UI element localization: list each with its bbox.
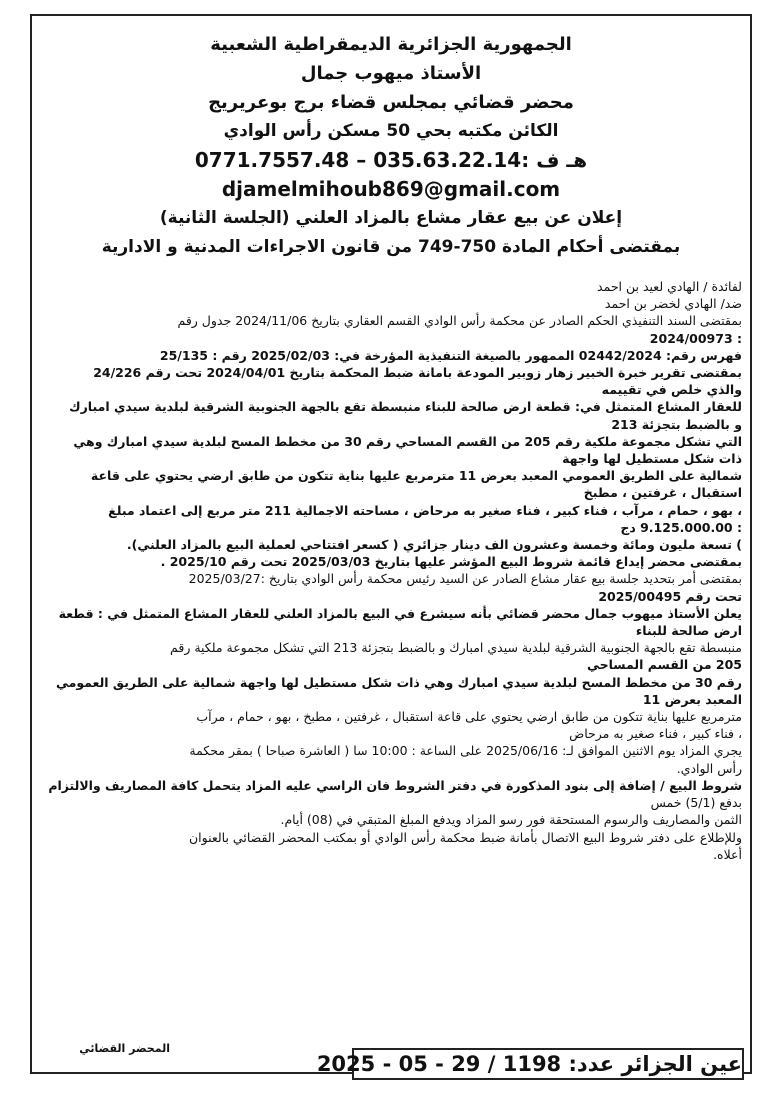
deposit-line: بمقتضى محضر إيداع قائمة شروط البيع المؤشر عليها بتاريخ 2025/03/03 تحت رقم 2025/10 . xyxy=(160,554,742,570)
building-line: مترمربع عليها بناية تتكون من طابق ارضي يحتوي على قاعة استقبال ، غرفتين ، مطبخ ، بهو ، حمام ، مرآب xyxy=(196,709,742,725)
consult-line-2: أعلاه. xyxy=(713,846,742,862)
order-line-2: تحت رقم 2025/00495 xyxy=(598,588,742,604)
republic-title: الجمهورية الجزائرية الديمقراطية الشعبية xyxy=(210,34,572,55)
price-words: ) تسعة مليون ومائة وخمسة وعشرون الف دينار جزائري ( كسعر افتتاحي لعملية البيع بالمزاد العلني). xyxy=(126,537,742,553)
announce-line: يعلن الأستاذ ميهوب جمال محضر قضائي بأنه سيشرع في البيع بالمزاد العلني للعقار المشاع المتمثل في : قطعة xyxy=(58,605,742,621)
office-address: الكائن مكتبه بحي 50 مسكن رأس الوادي xyxy=(223,121,559,141)
parcel-line-2: ذات شكل مستطيل لها واجهة xyxy=(562,451,742,467)
email-address: djamelmihoub869@gmail.com xyxy=(221,177,561,201)
newspaper-issue-box: عين الجزائر عدد: 1198 / 29 - 05 - 2025 xyxy=(352,1048,744,1080)
parcel-line: التي تشكل مجموعة ملكية رقم 205 من القسم المساحي رقم 30 من مخطط المسح لبلدية سيدي امبارك وهي xyxy=(73,433,742,449)
expert-line-2: والذي خلص في تقييمه xyxy=(601,382,742,398)
order-line: بمقتضى أمر بتحديد جلسة بيع عقار مشاع الصادر عن السيد رئيس محكمة رأس الوادي بتاريخ :2025/03/27 xyxy=(188,571,742,587)
beneficiary-line: لفائدة / الهادي لعيد بن احمد xyxy=(597,279,742,294)
letterhead xyxy=(32,16,750,262)
bailiff-signature-label: المحضر القضائي xyxy=(79,1042,170,1055)
consult-line: وللإطلاع على دفتر شروط البيع الاتصال بأمانة ضبط محكمة رأس الوادي أو بمكتب المحضر القضائي بالعنوان xyxy=(188,829,742,845)
judgment-line: بمقتضى السند التنفيذي الحكم الصادر عن محكمة رأس الوادي القسم العقاري بتاريخ 2024/11/06 جدول رقم xyxy=(177,313,742,329)
auction-date-line-2: رأس الوادي. xyxy=(676,760,742,776)
location-line: منبسطة تقع بالجهة الجنوبية الشرقية لبلدية سيدي امبارك و بالضبط بتجزئة 213 التي تشكل مجموعة ملكية رقم xyxy=(170,640,742,656)
expert-line: بمقتضى تقرير خبرة الخبير زهار زوبير المودعة بامانة ضبط المحكمة بتاريخ 2024/04/01 تحت رقم 24/226 xyxy=(93,365,742,381)
phone-numbers: هـ ف :035.63.22.14 – 0771.7557.48 xyxy=(194,148,588,172)
auction-date-line: يجري المزاد يوم الاثنين الموافق لـ: 2025/06/16 على الساعة : 10:00 سا ( العاشرة صباحا ) بمقر محكمة xyxy=(189,743,742,759)
north-line-2: استقبال ، غرفتين ، مطبخ xyxy=(583,485,742,501)
bailiff-name: الأستاذ ميهوب جمال xyxy=(300,63,482,84)
bailiff-title: محضر قضائي بمجلس قضاء برج بوعريريج xyxy=(208,92,574,113)
announcement-title: إعلان عن بيع عقار مشاع بالمزاد العلني (الجلسة الثانية) xyxy=(159,208,623,228)
index-line: فهرس رقم: 02442/2024 الممهور بالصيغة التنفيذية المؤرخة في: 2025/02/03 رقم : 25/135 xyxy=(159,347,742,363)
announcement-body xyxy=(40,278,742,863)
payment-line: الثمن والمصاريف والرسوم المستحقة فور رسو المزاد ويدفع المبلغ المتبقي في (08) أيام. xyxy=(280,812,742,828)
building-line-2: ، فناء كبير ، فناء صغير به مرحاض xyxy=(569,726,742,742)
section-line: رقم 30 من مخطط المسح لبلدية سيدي امبارك وهي ذات شكل مستطيل لها واجهة شمالية على الطريق العمومي xyxy=(55,674,742,690)
location-line-2: 205 من القسم المساحي xyxy=(586,657,742,673)
section-line-2: المعبد بعرض 11 xyxy=(642,691,742,707)
rooms-line: ، بهو ، حمام ، مرآب ، فناء كبير ، فناء صغير به مرحاض ، مساحته الاجمالية 211 متر مربع إلى اعتماد مبلغ xyxy=(108,502,742,518)
north-line: شمالية على الطريق العمومي المعبد بعرض 11 مترمربع عليها بناية تتكون من طابق ارضي يحتوي على قاعة xyxy=(90,468,742,484)
property-line-2: و بالضبط بتجزئة 213 xyxy=(611,416,742,432)
price-figure: : 9.125.000.00 دج xyxy=(620,519,742,535)
announcement-frame xyxy=(30,14,752,1074)
property-line: للعقار المشاع المتمثل في: قطعة ارض صالحة للبناء منبسطة تقع بالجهة الجنوبية الشرقية لبلدية سيدي امبارك xyxy=(69,399,742,415)
announce-line-2: ارض صالحة للبناء xyxy=(635,623,742,639)
legal-basis: بمقتضى أحكام المادة 750-749 من قانون الاجراءات المدنية و الادارية xyxy=(101,237,681,257)
against-line: ضد/ الهادي لخضر بن احمد xyxy=(604,296,742,312)
conditions-line: شروط البيع / إضافة إلى بنود المذكورة في دفتر الشروط فان الراسي عليه المزاد يتحمل كافة المصاريف والالتزام xyxy=(48,777,742,793)
conditions-line-2: بدفع (5/1) خمس xyxy=(650,795,742,811)
judgment-number: : 2024/00973 xyxy=(649,330,742,346)
